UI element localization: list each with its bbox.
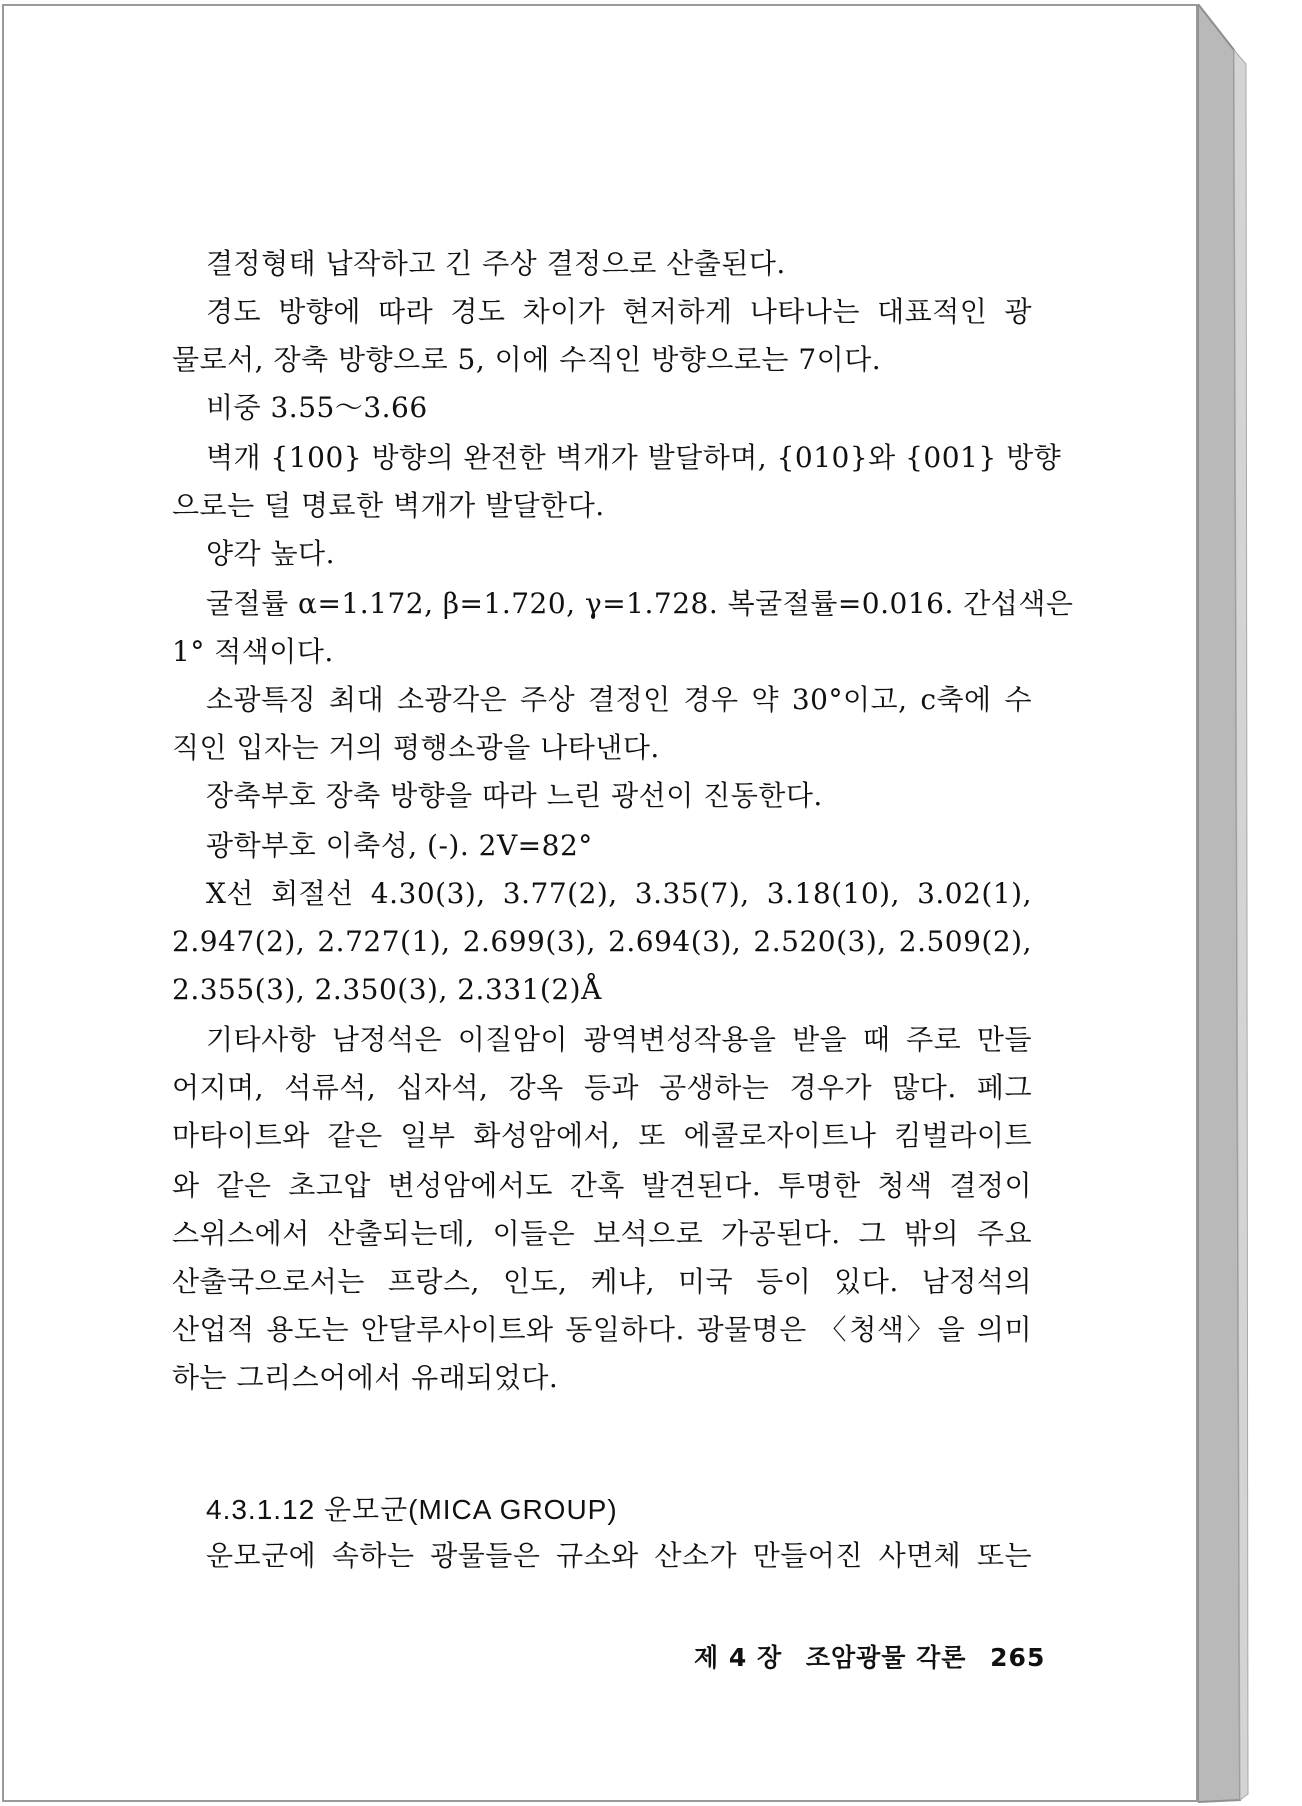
text-line: 광학부호 이축성, (-). 2V=82° xyxy=(206,829,593,862)
text-line: 결정형태 납작하고 긴 주상 결정으로 산출된다. xyxy=(206,247,786,280)
text-line: 와 같은 초고압 변성암에서도 간혹 발견된다. 투명한 청색 결정이 xyxy=(172,1169,1032,1202)
text-line: 2.947(2), 2.727(1), 2.699(3), 2.694(3), 2.520(3), 2.509(2), xyxy=(172,925,1032,958)
text-line: 산업적 용도는 안달루사이트와 동일하다. 광물명은 〈청색〉을 의미 xyxy=(172,1313,1032,1346)
footer-chapter: 제 4 장 xyxy=(694,1643,783,1672)
section-heading: 4.3.1.12 운모군(MICA GROUP) xyxy=(206,1494,618,1525)
page-number: 265 xyxy=(990,1643,1046,1672)
text-line: 굴절률 α=1.172, β=1.720, γ=1.728. 복굴절률=0.016. 간섭색은 xyxy=(206,587,1074,620)
text-line: 장축부호 장축 방향을 따라 느린 광선이 진동한다. xyxy=(206,779,823,812)
text-line: 벽개 {100} 방향의 완전한 벽개가 발달하며, {010}와 {001} 방향 xyxy=(206,441,1062,474)
section-first-line: 운모군에 속하는 광물들은 규소와 산소가 만들어진 사면체 또는 xyxy=(206,1539,1032,1572)
text-line: 경도 방향에 따라 경도 차이가 현저하게 나타나는 대표적인 광 xyxy=(206,295,1032,328)
text-line: 양각 높다. xyxy=(206,537,335,570)
page-edge-graphic xyxy=(1198,4,1298,1804)
text-line: 산출국으로서는 프랑스, 인도, 케냐, 미국 등이 있다. 남정석의 xyxy=(172,1265,1032,1298)
text-line: 어지며, 석류석, 십자석, 강옥 등과 공생하는 경우가 많다. 페그 xyxy=(172,1071,1032,1104)
text-line: 2.355(3), 2.350(3), 2.331(2)Å xyxy=(172,973,602,1006)
text-line: 하는 그리스어에서 유래되었다. xyxy=(172,1361,559,1394)
text-line: 1° 적색이다. xyxy=(172,635,334,668)
text-line: 직인 입자는 거의 평행소광을 나타낸다. xyxy=(172,731,660,764)
text-line: 으로는 덜 명료한 벽개가 발달한다. xyxy=(172,489,605,522)
text-line: 기타사항 남정석은 이질암이 광역변성작용을 받을 때 주로 만들 xyxy=(206,1023,1032,1056)
text-line: 스위스에서 산출되는데, 이들은 보석으로 가공된다. 그 밖의 주요 xyxy=(172,1217,1032,1250)
text-line: 물로서, 장축 방향으로 5, 이에 수직인 방향으로는 7이다. xyxy=(172,343,882,376)
text-line: 비중 3.55～3.66 xyxy=(206,391,428,424)
book-page xyxy=(2,4,1198,1802)
text-line: 소광특징 최대 소광각은 주상 결정인 경우 약 30°이고, c축에 수 xyxy=(206,683,1032,716)
footer-chapter-title: 조암광물 각론 xyxy=(805,1643,967,1672)
text-line: 마타이트와 같은 일부 화성암에서, 또 에콜로자이트나 킴벌라이트 xyxy=(172,1119,1032,1152)
page-footer xyxy=(694,1638,1059,1674)
text-line: X선 회절선 4.30(3), 3.77(2), 3.35(7), 3.18(10), 3.02(1), xyxy=(206,877,1032,910)
